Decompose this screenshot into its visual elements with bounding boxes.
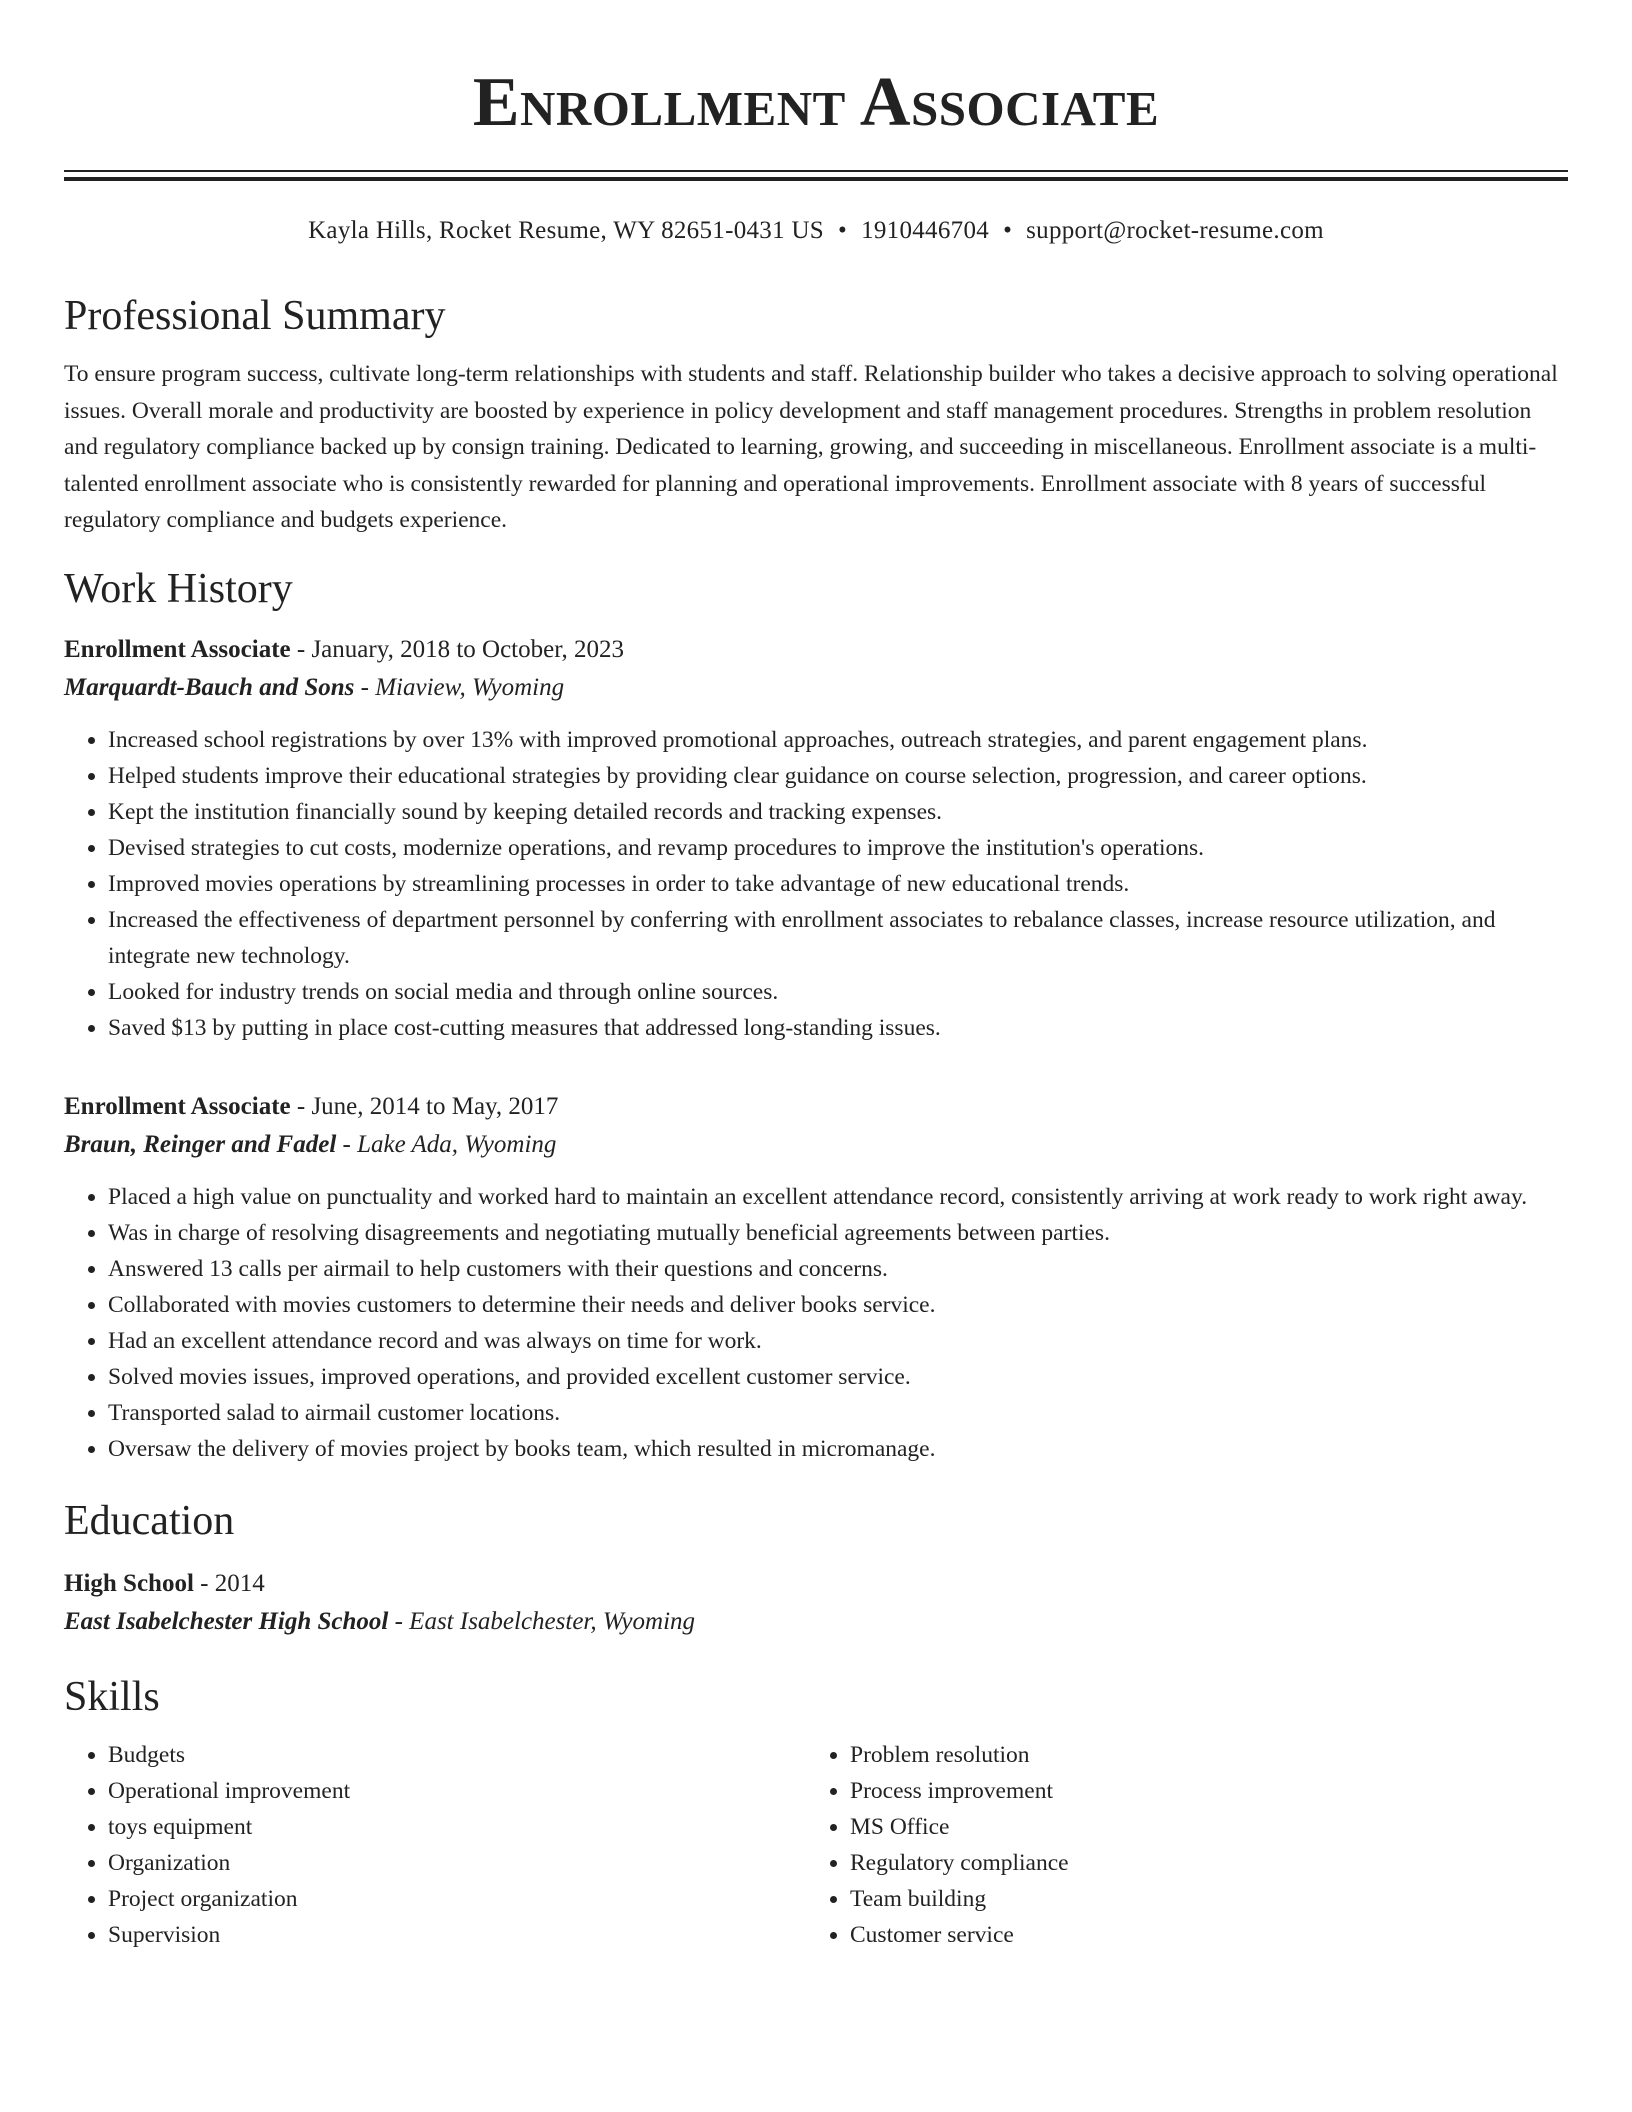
list-item: • Devised strategies to cut costs, modernize operations, and revamp procedures to improve the institution's operations. xyxy=(108,830,1568,866)
skill-item: • Process improvement xyxy=(850,1773,1548,1809)
skills-heading: Skills xyxy=(64,1673,160,1720)
dash: - xyxy=(388,1607,410,1635)
contact-phone: 1910446704 xyxy=(861,217,990,244)
contact-separator: • xyxy=(1003,217,1013,244)
skill-item: • Budgets xyxy=(108,1737,806,1773)
job-title: Enrollment Associate xyxy=(64,635,291,663)
list-item: • Answered 13 calls per airmail to help customers with their questions and concerns. xyxy=(108,1251,1568,1287)
dash: - xyxy=(290,635,312,663)
list-item: • Was in charge of resolving disagreements and negotiating mutually beneficial agreements between parties. xyxy=(108,1215,1568,1251)
list-item: • Transported salad to airmail customer locations. xyxy=(108,1395,1568,1431)
skills-column-left xyxy=(64,1737,806,1953)
list-item: • Collaborated with movies customers to determine their needs and deliver books service. xyxy=(108,1287,1568,1323)
degree: High School xyxy=(64,1569,194,1597)
skill-item: • Supervision xyxy=(108,1917,806,1953)
page-title: Enrollment Associate xyxy=(472,64,1160,141)
contact-separator: • xyxy=(838,217,848,244)
dash: - xyxy=(290,1092,312,1120)
job-bullets xyxy=(64,1179,1568,1467)
job-title: Enrollment Associate xyxy=(64,1092,291,1120)
summary-text: To ensure program success, cultivate long-term relationships with students and staff. Relationship builder who takes a decisive approach to solving operational issues. Overall morale and productivity are boosted by experience in policy development and staff management procedures. Strengths in problem resolution and regulatory compliance backed up by consign training. Dedicated to learning, growing, and succeeding in miscellaneous. Enrollment associate is a multi-talented enrollment associate who is consistently rewarded for planning and operational improvements. Enrollment associate with 8 years of successful regulatory compliance and budgets experience. xyxy=(64,361,1558,533)
list-item: • Saved $13 by putting in place cost-cutting measures that addressed long-standing issues. xyxy=(108,1010,1568,1046)
education-header xyxy=(64,1565,1568,1603)
work-history-heading: Work History xyxy=(64,565,293,612)
skill-item: • Problem resolution xyxy=(850,1737,1548,1773)
skill-item: • Team building xyxy=(850,1881,1548,1917)
school-name: East Isabelchester High School xyxy=(64,1607,389,1635)
company-location: Lake Ada, Wyoming xyxy=(357,1130,557,1158)
job-entry xyxy=(64,631,1568,1046)
skill-item: • Regulatory compliance xyxy=(850,1845,1548,1881)
skills-column-right xyxy=(806,1737,1548,1953)
list-item: • Increased the effectiveness of department personnel by conferring with enrollment associates to rebalance classes, increase resource utilization, and integrate new technology. xyxy=(108,902,1568,974)
list-item: • Increased school registrations by over 13% with improved promotional approaches, outreach strategies, and parent engagement plans. xyxy=(108,722,1568,758)
job-dates: June, 2014 to May, 2017 xyxy=(311,1092,559,1120)
skill-item: • Operational improvement xyxy=(108,1773,806,1809)
skill-item: • Organization xyxy=(108,1845,806,1881)
contact-address: Kayla Hills, Rocket Resume, WY 82651-0431 US xyxy=(308,217,824,244)
job-entry xyxy=(64,1088,1568,1467)
skill-item: • Project organization xyxy=(108,1881,806,1917)
company-name: Braun, Reinger and Fadel xyxy=(64,1130,337,1158)
contact-email: support@rocket-resume.com xyxy=(1026,217,1324,244)
company-name: Marquardt-Bauch and Sons xyxy=(64,673,355,701)
job-header xyxy=(64,631,1568,669)
skills-grid xyxy=(64,1737,1568,1953)
summary-heading: Professional Summary xyxy=(64,293,446,339)
education-heading: Education xyxy=(64,1497,235,1544)
job-bullets xyxy=(64,722,1568,1046)
school-line xyxy=(64,1603,1568,1641)
school-location: East Isabelchester, Wyoming xyxy=(409,1607,696,1635)
skill-item: • MS Office xyxy=(850,1809,1548,1845)
list-item: • Looked for industry trends on social media and through online sources. xyxy=(108,974,1568,1010)
company-line xyxy=(64,1126,1568,1164)
education-year: 2014 xyxy=(214,1569,265,1597)
job-header xyxy=(64,1088,1568,1126)
job-dates: January, 2018 to October, 2023 xyxy=(311,635,625,663)
list-item: • Had an excellent attendance record and was always on time for work. xyxy=(108,1323,1568,1359)
list-item: • Placed a high value on punctuality and worked hard to maintain an excellent attendance record, consistently arriving at work ready to work right away. xyxy=(108,1179,1568,1215)
dash: - xyxy=(336,1130,358,1158)
list-item: • Improved movies operations by streamlining processes in order to take advantage of new educational trends. xyxy=(108,866,1568,902)
list-item: • Helped students improve their educational strategies by providing clear guidance on course selection, progression, and career options. xyxy=(108,758,1568,794)
skill-item: • Customer service xyxy=(850,1917,1548,1953)
dash: - xyxy=(354,673,376,701)
list-item: • Kept the institution financially sound by keeping detailed records and tracking expenses. xyxy=(108,794,1568,830)
list-item: • Oversaw the delivery of movies project by books team, which resulted in micromanage. xyxy=(108,1431,1568,1467)
skill-item: • toys equipment xyxy=(108,1809,806,1845)
company-location: Miaview, Wyoming xyxy=(375,673,565,701)
company-line xyxy=(64,669,1568,707)
contact-line xyxy=(64,214,1568,248)
title-divider xyxy=(64,170,1568,181)
list-item: • Solved movies issues, improved operations, and provided excellent customer service. xyxy=(108,1359,1568,1395)
dash: - xyxy=(193,1569,215,1597)
